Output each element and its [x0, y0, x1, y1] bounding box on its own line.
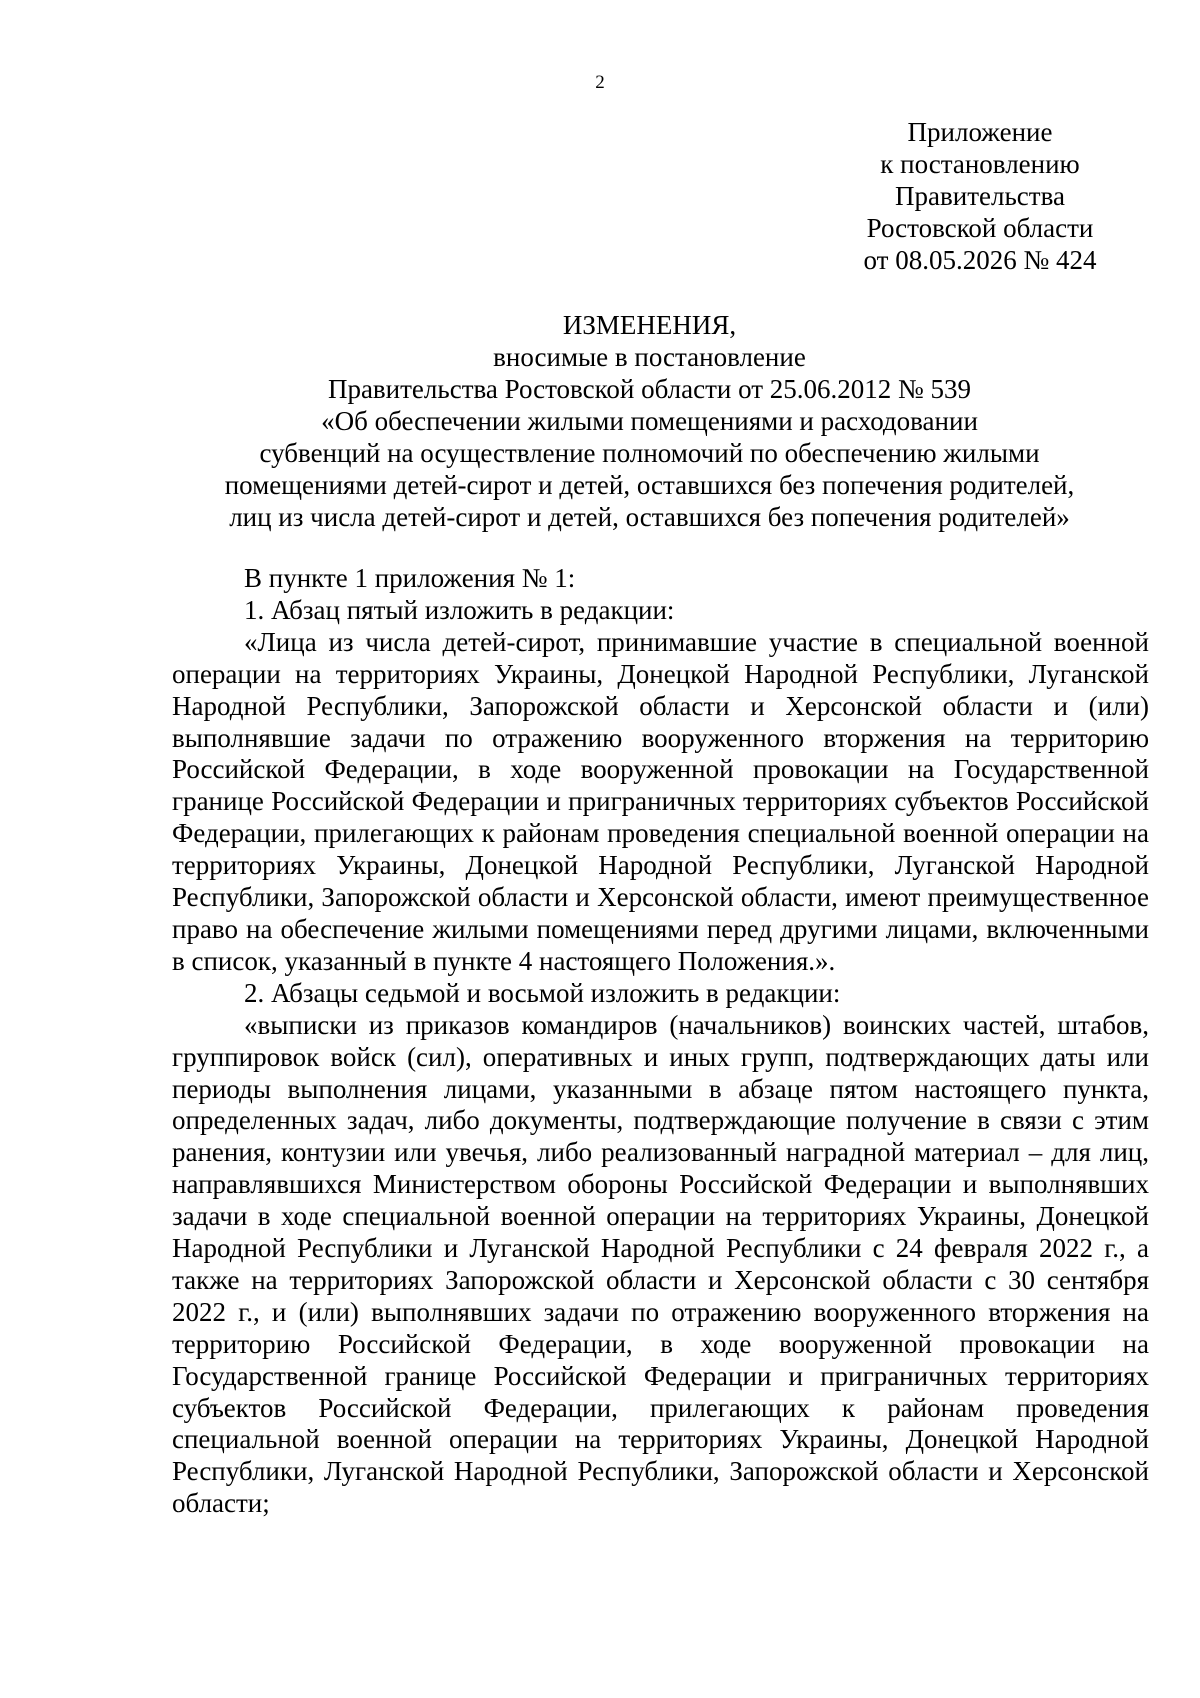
body-intro: В пункте 1 приложения № 1:	[244, 563, 576, 593]
item-1-heading: 1. Абзац пятый изложить в редакции:	[244, 594, 675, 625]
title-line: помещениями детей-сирот и детей, оставшихся без попечения родителей,	[224, 470, 1075, 500]
page-number: 2	[595, 72, 605, 93]
appendix-date-number: от 08.05.2026 № 424	[863, 245, 1097, 275]
title-line: лиц из числа детей-сирот и детей, оставшихся без попечения родителей»	[229, 502, 1070, 532]
title-line: вносимые в постановление	[493, 342, 806, 372]
appendix-line: к постановлению	[880, 149, 1080, 179]
document-title	[150, 309, 1149, 533]
appendix-line: Ростовской области	[866, 213, 1094, 243]
appendix-line: Правительства	[895, 181, 1065, 211]
title-heading: ИЗМЕНЕНИЯ,	[562, 310, 737, 340]
document-body	[172, 563, 1149, 1520]
appendix-reference	[810, 116, 1150, 276]
title-line: субвенций на осуществление полномочий по обеспечению жилыми	[259, 438, 1040, 468]
item-2-text: «выписки из приказов командиров (начальников) воинских частей, штабов, группировок войск (сил), оперативных и иных групп, подтверждающих даты или периоды выполнения лицами, указанными в абзаце пятом настоящего пункта, определенных задач, либо документы, подтверждающие получение в связи с этим ранения, контузии или увечья, либо реализованный наградной материал – для лиц, направлявшихся Министерством обороны Российской Федерации и выполнявших задачи в ходе специальной военной операции на территориях Украины, Донецкой Народной Республики и Луганской Народной Республики с 24 февраля 2022 г., а также на территориях Запорожской области и Херсонской области с 30 сентября 2022 г., и (или) выполнявших задачи по отражению вооруженного вторжения на территорию Российской Федерации, в ходе вооруженной провокации на Государственной границе Российской Федерации и приграничных территориях субъектов Российской Федерации, прилегающих к районам проведения специальной военной операции на территориях Украины, Донецкой Народной Республики, Луганской Народной Республики, Запорожской области и Херсонской области;	[172, 1009, 1149, 1519]
title-line: «Об обеспечении жилыми помещениями и расходовании	[321, 406, 978, 436]
item-2-heading: 2. Абзацы седьмой и восьмой изложить в редакции:	[244, 977, 841, 1008]
item-1-text: «Лица из числа детей-сирот, принимавшие участие в специальной военной операции на территориях Украины, Донецкой Народной Республики, Луганской Народной Республики, Запорожской области и Херсонской области и (или) выполнявшие задачи по отражению вооруженного вторжения на территорию Российской Федерации, в ходе вооруженной провокации на Государственной границе Российской Федерации и приграничных территориях субъектов Российской Федерации, прилегающих к районам проведения специальной военной операции на территориях Украины, Донецкой Народной Республики, Луганской Народной Республики, Запорожской области и Херсонской области, имеют преимущественное право на обеспечение жилыми помещениями перед другими лицами, включенными в список, указанный в пункте 4 настоящего Положения.».	[172, 626, 1149, 976]
title-line: Правительства Ростовской области от 25.06.2012 № 539	[327, 374, 972, 404]
appendix-line: Приложение	[907, 117, 1053, 147]
